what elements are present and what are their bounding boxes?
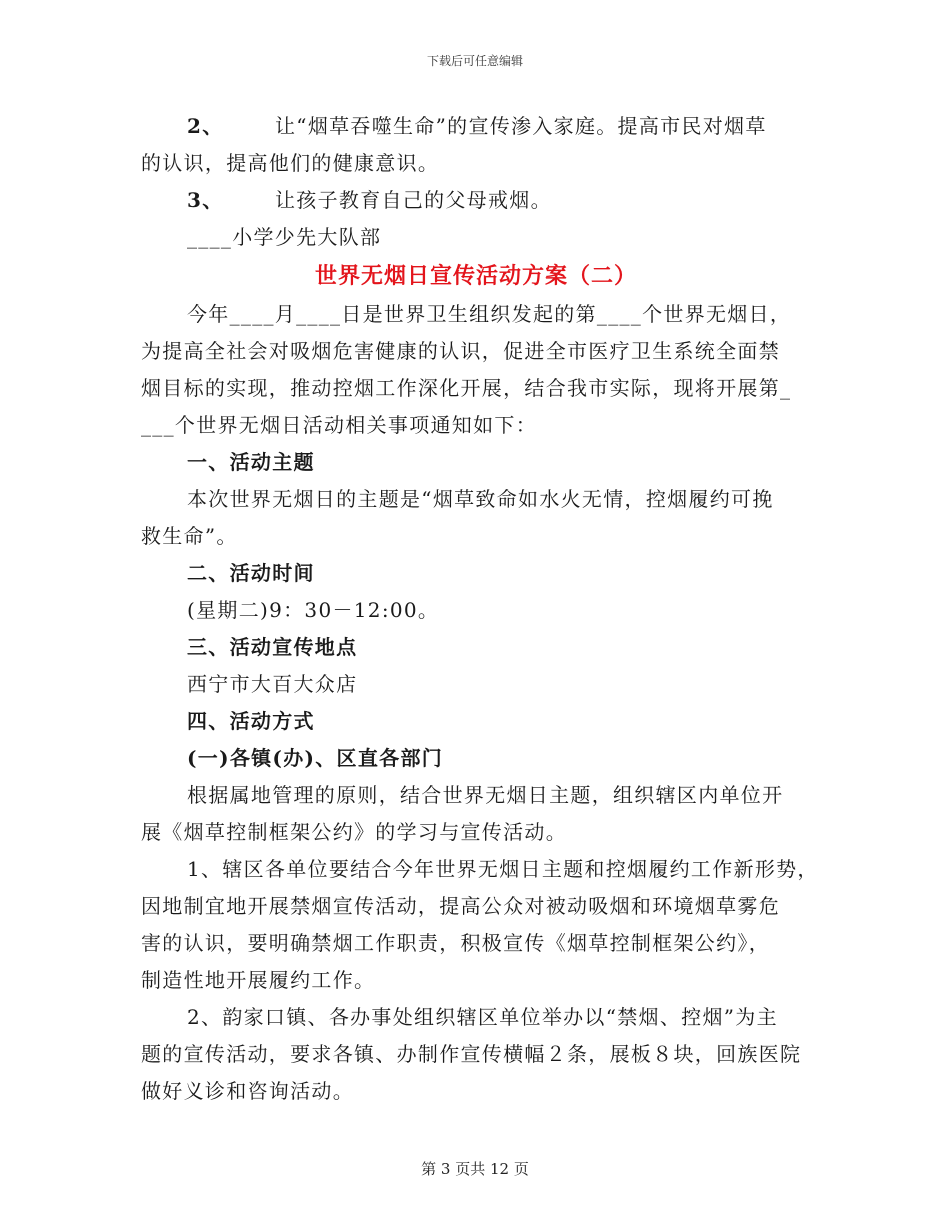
- heading-method: 四、活动方式: [187, 709, 315, 733]
- paragraph-line: 西宁市大百大众店: [187, 672, 358, 696]
- paragraph-line: 做好义诊和咨询活动。: [141, 1079, 354, 1103]
- paragraph-line: 救生命”。: [141, 524, 238, 548]
- paragraph-line: 题的宣传活动，要求各镇、办制作宣传横幅２条，展板８块，回族医院: [141, 1042, 802, 1066]
- paragraph-line: 1、辖区各单位要结合今年世界无烟日主题和控烟履约工作新形势，: [187, 857, 819, 881]
- list-item: [141, 182, 811, 219]
- item-number: 3、: [187, 188, 224, 212]
- signature-line: ____小学少先大队部: [187, 225, 382, 249]
- heading-location: 三、活动宣传地点: [187, 635, 358, 659]
- paragraph-line: 制造性地开展履约工作。: [141, 968, 376, 992]
- heading-time: 二、活动时间: [187, 561, 315, 585]
- list-item: [141, 108, 811, 145]
- paragraph-line: 2、韵家口镇、各办事处组织辖区单位举办以“禁烟、控烟”为主: [187, 1005, 778, 1029]
- paragraph-line: 为提高全社会对吸烟危害健康的认识，促进全市医疗卫生系统全面禁: [141, 339, 780, 363]
- paragraph-line: 展《烟草控制框架公约》的学习与宣传活动。: [141, 820, 567, 844]
- page-footer: 第 3 页共 12 页: [421, 1160, 529, 1178]
- section-title: 世界无烟日宣传活动方案（二）: [314, 263, 637, 289]
- paragraph-line: 本次世界无烟日的主题是“烟草致命如水火无情，控烟履约可挽: [187, 487, 774, 511]
- paragraph-line: 根据属地管理的原则，结合世界无烟日主题，组织辖区内单位开: [187, 783, 784, 807]
- heading-theme: 一、活动主题: [187, 450, 315, 474]
- paragraph-line: 烟目标的实现，推动控烟工作深化开展，结合我市实际，现将开展第_: [141, 376, 792, 400]
- paragraph-line: (星期二)9：30－12:00。: [187, 598, 440, 622]
- paragraph-text: 让“烟草吞噬生命”的宣传渗入家庭。提高市民对烟草: [275, 114, 767, 138]
- paragraph-line: 的认识，提高他们的健康意识。: [141, 151, 440, 175]
- subheading: (一)各镇(办)、区直各部门: [187, 746, 444, 770]
- paragraph-line: 因地制宜地开展禁烟宣传活动，提高公众对被动吸烟和环境烟草雾危: [141, 894, 780, 918]
- paragraph-text: 让孩子教育自己的父母戒烟。: [275, 188, 552, 212]
- page-header: 下载后可任意编辑: [426, 54, 523, 68]
- item-number: 2、: [187, 114, 224, 138]
- paragraph-line: 今年____月____日是世界卫生组织发起的第____个世界无烟日，: [187, 302, 792, 326]
- document-body: [141, 108, 819, 1110]
- paragraph-line: 害的认识，要明确禁烟工作职责，积极宣传《烟草控制框架公约》，: [141, 931, 770, 955]
- paragraph-line: ___个世界无烟日活动相关事项通知如下：: [141, 413, 537, 437]
